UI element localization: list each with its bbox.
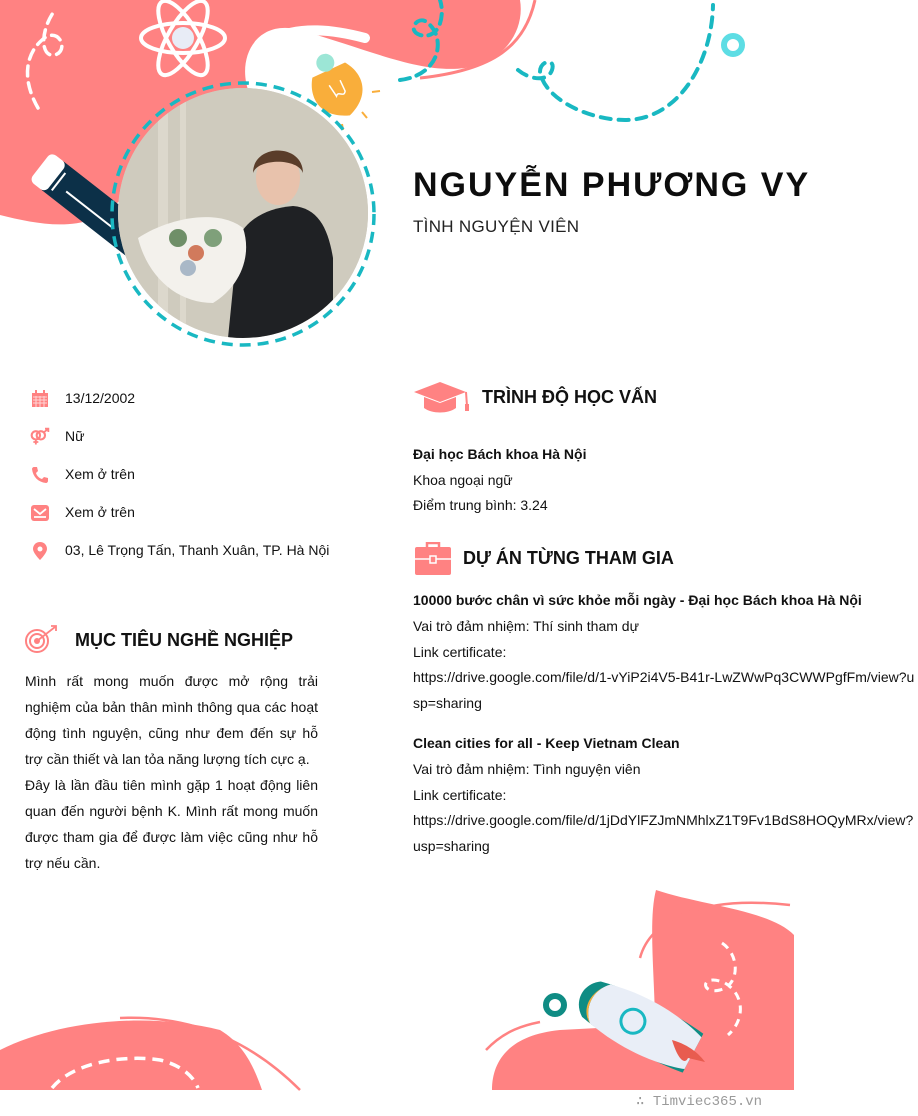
objective-text — [25, 668, 318, 876]
info-email — [30, 503, 330, 525]
project-role: Vai trò đảm nhiệm: Thí sinh tham dự — [413, 617, 639, 634]
project-certificate-link[interactable]: https://drive.google.com/file/d/1jDdYlFZJmNMhlxZ1T9Fv1BdS8HOQyMRx/view?usp=sharing — [413, 812, 914, 855]
project-item — [413, 731, 918, 860]
graduation-cap-icon — [414, 380, 470, 414]
email-value: Xem ở trên — [65, 504, 135, 520]
profile-photo — [118, 88, 368, 338]
info-birthdate — [30, 389, 330, 411]
project-name: 10000 bước chân vì sức khỏe mỗi ngày - Đại học Bách khoa Hà Nội — [413, 592, 862, 608]
address-value: 03, Lê Trọng Tấn, Thanh Xuân, TP. Hà Nội — [65, 542, 330, 558]
education-entry — [413, 442, 586, 519]
projects-heading — [415, 542, 674, 575]
objective-heading — [25, 625, 293, 655]
gender-icon — [30, 427, 50, 447]
person-photo-icon — [118, 88, 368, 338]
info-gender — [30, 427, 330, 449]
objective-paragraph: Đây là lần đầu tiên mình gặp 1 hoạt động liên quan đến người bệnh K. Mình rất mong muốn được tham gia để được làm việc cũng như hỗ trợ nếu cần. — [25, 777, 318, 871]
phone-icon — [30, 465, 50, 485]
watermark: ∴ Timviec365.vn — [636, 1094, 763, 1110]
birthdate-value: 13/12/2002 — [65, 390, 136, 406]
email-icon — [30, 503, 50, 523]
project-item — [413, 588, 918, 717]
objective-title: MỤC TIÊU NGHỀ NGHIỆP — [75, 629, 294, 650]
calendar-icon — [30, 389, 50, 409]
projects-title: DỰ ÁN TỪNG THAM GIA — [463, 548, 674, 568]
phone-value: Xem ở trên — [65, 466, 135, 482]
project-name: Clean cities for all - Keep Vietnam Clean — [413, 735, 680, 751]
project-role: Vai trò đảm nhiệm: Tình nguyện viên — [413, 760, 641, 777]
education-title: TRÌNH ĐỘ HỌC VẤN — [482, 386, 657, 407]
target-icon — [25, 625, 59, 655]
gpa: Điểm trung bình: 3.24 — [413, 497, 548, 513]
project-link-label: Link certificate: — [413, 786, 507, 803]
project-certificate-link[interactable]: https://drive.google.com/file/d/1-vYiP2i4V5-B41r-LwZWwPq3CWWPgfFm/view?usp=sharing — [413, 669, 915, 712]
briefcase-icon — [415, 542, 451, 575]
candidate-title: TÌNH NGUYỆN VIÊN — [413, 217, 580, 236]
candidate-name: NGUYỄN PHƯƠNG VY — [413, 166, 811, 204]
project-link-label: Link certificate: — [413, 643, 507, 660]
education-heading — [414, 380, 657, 414]
gender-value: Nữ — [65, 428, 85, 444]
objective-paragraph: Mình rất mong muốn được mở rộng trải nghiệm của bản thân mình thông qua các hoạt động tình nguyện, cũng như đem đến sự hỗ trợ cần thiết và lan tỏa năng lượng tích cực ạ. — [25, 673, 318, 767]
major: Khoa ngoại ngữ — [413, 471, 513, 488]
school-name: Đại học Bách khoa Hà Nội — [413, 446, 587, 462]
info-address — [30, 541, 330, 563]
info-phone — [30, 465, 330, 487]
location-pin-icon — [30, 541, 50, 561]
rocket-illustration — [486, 890, 794, 1090]
